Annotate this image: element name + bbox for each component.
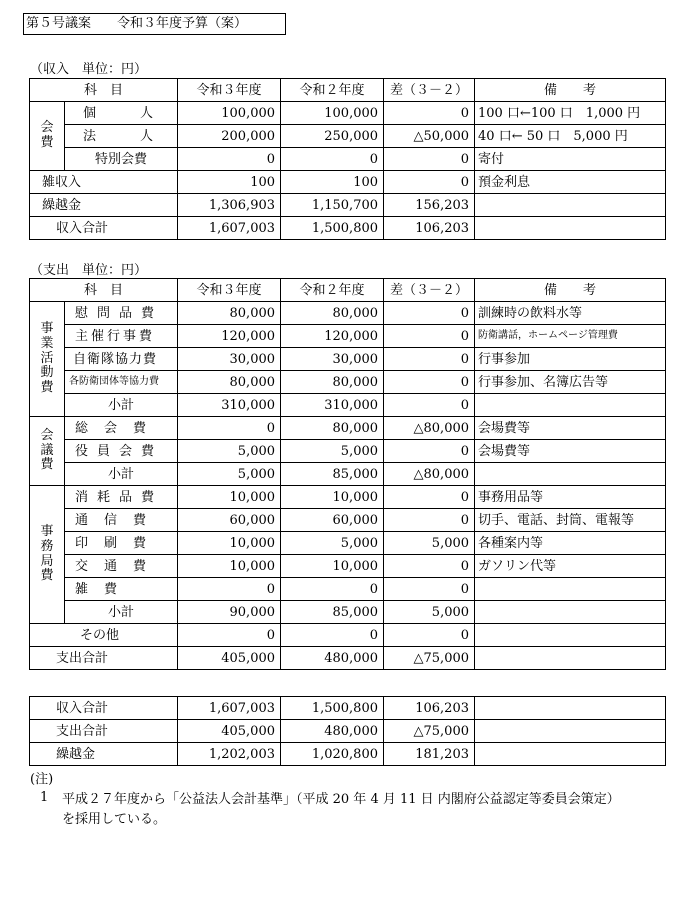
income-table bbox=[29, 78, 666, 240]
value-r3: 1,607,003 bbox=[178, 217, 281, 240]
value-diff: 156,203 bbox=[384, 194, 475, 217]
remarks-cell bbox=[475, 194, 666, 217]
expense-row bbox=[30, 348, 666, 371]
income-row bbox=[30, 148, 666, 171]
note-number: 1 bbox=[40, 790, 49, 805]
subtotal-label: 小計 bbox=[65, 601, 178, 624]
value-r2: 0 bbox=[281, 624, 384, 647]
value-r2: 10,000 bbox=[281, 555, 384, 578]
vertical-char: 務 bbox=[40, 538, 54, 554]
value-r2: 80,000 bbox=[281, 417, 384, 440]
vertical-char: 動 bbox=[40, 365, 54, 381]
item-label: 特別会費 bbox=[65, 148, 178, 171]
vertical-char: 費 bbox=[40, 568, 54, 584]
value-diff: 0 bbox=[384, 325, 475, 348]
value-r3: 120,000 bbox=[178, 325, 281, 348]
header-row bbox=[30, 279, 666, 302]
value-r2: 0 bbox=[281, 148, 384, 171]
value-r3: 100 bbox=[178, 171, 281, 194]
expense-row bbox=[30, 486, 666, 509]
value-r3: 100,000 bbox=[178, 102, 281, 125]
subtotal-row bbox=[30, 601, 666, 624]
value-r2: 1,020,800 bbox=[281, 743, 384, 766]
value-r2: 100,000 bbox=[281, 102, 384, 125]
header-r2: 令和２年度 bbox=[281, 279, 384, 302]
value-r3: 5,000 bbox=[178, 440, 281, 463]
item-label: 役員会費 bbox=[65, 440, 178, 463]
value-diff: 5,000 bbox=[384, 532, 475, 555]
value-diff: 106,203 bbox=[384, 697, 475, 720]
value-diff: 106,203 bbox=[384, 217, 475, 240]
remarks-cell bbox=[475, 217, 666, 240]
value-r2: 1,150,700 bbox=[281, 194, 384, 217]
vertical-char: 費 bbox=[40, 135, 54, 150]
value-r2: 480,000 bbox=[281, 647, 384, 670]
value-r2: 5,000 bbox=[281, 440, 384, 463]
remarks-cell: 会場費等 bbox=[475, 440, 666, 463]
item-label: 雑収入 bbox=[30, 171, 178, 194]
group-label bbox=[30, 302, 65, 417]
header-r2: 令和２年度 bbox=[281, 79, 384, 102]
remarks-cell: 防衛講話，ホームページ管理費 bbox=[475, 325, 666, 348]
subtotal-label: 小計 bbox=[65, 463, 178, 486]
subtotal-label: 小計 bbox=[65, 394, 178, 417]
summary-row bbox=[30, 743, 666, 766]
vertical-char: 議 bbox=[40, 442, 54, 458]
value-diff: 181,203 bbox=[384, 743, 475, 766]
group-label bbox=[30, 417, 65, 486]
value-diff: 0 bbox=[384, 371, 475, 394]
item-label: 交通費 bbox=[65, 555, 178, 578]
income-row bbox=[30, 194, 666, 217]
notes-heading: (注) bbox=[30, 772, 54, 787]
vertical-char: 事 bbox=[40, 523, 54, 539]
header-diff: 差（３－２） bbox=[384, 79, 475, 102]
income-row bbox=[30, 125, 666, 148]
value-diff: 0 bbox=[384, 302, 475, 325]
value-r2: 120,000 bbox=[281, 325, 384, 348]
value-diff: 0 bbox=[384, 148, 475, 171]
other-row bbox=[30, 624, 666, 647]
remarks-cell bbox=[475, 463, 666, 486]
note-text: 平成２７年度から「公益法人会計基準」（平成 20 年 4 月 11 日 内閣府公益認定等委員会策定）を採用している。 bbox=[62, 792, 620, 827]
value-diff: 0 bbox=[384, 394, 475, 417]
value-diff: 0 bbox=[384, 171, 475, 194]
value-r3: 405,000 bbox=[178, 647, 281, 670]
value-r3: 5,000 bbox=[178, 463, 281, 486]
value-diff: 0 bbox=[384, 440, 475, 463]
header-item: 科 目 bbox=[30, 79, 178, 102]
remarks-cell bbox=[475, 743, 666, 766]
item-label: 支出合計 bbox=[30, 647, 178, 670]
value-r2: 1,500,800 bbox=[281, 697, 384, 720]
income-row bbox=[30, 171, 666, 194]
value-r2: 1,500,800 bbox=[281, 217, 384, 240]
value-r3: 310,000 bbox=[178, 394, 281, 417]
income-row bbox=[30, 102, 666, 125]
value-r2: 85,000 bbox=[281, 601, 384, 624]
item-label: 主催行事費 bbox=[65, 325, 178, 348]
item-label: 消耗品費 bbox=[65, 486, 178, 509]
value-r3: 80,000 bbox=[178, 371, 281, 394]
value-r2: 10,000 bbox=[281, 486, 384, 509]
item-label: 法 人 bbox=[65, 125, 178, 148]
remarks-cell bbox=[475, 578, 666, 601]
value-r2: 85,000 bbox=[281, 463, 384, 486]
remarks-cell: 寄付 bbox=[475, 148, 666, 171]
item-label: 繰越金 bbox=[30, 743, 178, 766]
value-diff: 0 bbox=[384, 348, 475, 371]
value-r2: 5,000 bbox=[281, 532, 384, 555]
item-label: 個 人 bbox=[65, 102, 178, 125]
expense-row bbox=[30, 371, 666, 394]
expense-row bbox=[30, 578, 666, 601]
value-diff: 0 bbox=[384, 486, 475, 509]
value-r3: 10,000 bbox=[178, 555, 281, 578]
value-diff: △75,000 bbox=[384, 720, 475, 743]
vertical-char: 会 bbox=[40, 120, 54, 136]
value-diff: △75,000 bbox=[384, 647, 475, 670]
value-diff: 0 bbox=[384, 624, 475, 647]
value-diff: △50,000 bbox=[384, 125, 475, 148]
vertical-char: 事 bbox=[40, 320, 54, 336]
value-r3: 1,202,003 bbox=[178, 743, 281, 766]
header-r3: 令和３年度 bbox=[178, 79, 281, 102]
remarks-cell bbox=[475, 601, 666, 624]
value-r3: 0 bbox=[178, 417, 281, 440]
expense-row bbox=[30, 325, 666, 348]
item-label: 通信費 bbox=[65, 509, 178, 532]
remarks-cell: 切手、電話、封筒、電報等 bbox=[475, 509, 666, 532]
expense-unit-label: （支出 単位：円） bbox=[30, 263, 148, 278]
vertical-char: 活 bbox=[40, 350, 54, 366]
item-label: 収入合計 bbox=[30, 217, 178, 240]
group-label bbox=[30, 486, 65, 624]
vertical-char: 会 bbox=[40, 427, 54, 443]
item-label: 自衛隊協力費 bbox=[65, 348, 178, 371]
total-row bbox=[30, 647, 666, 670]
vertical-char: 局 bbox=[40, 553, 54, 569]
header-item: 科 目 bbox=[30, 279, 178, 302]
item-label: その他 bbox=[30, 624, 178, 647]
value-diff: △80,000 bbox=[384, 417, 475, 440]
value-r3: 0 bbox=[178, 148, 281, 171]
remarks-cell bbox=[475, 394, 666, 417]
summary-row bbox=[30, 697, 666, 720]
value-r2: 0 bbox=[281, 578, 384, 601]
item-label: 各防衛団体等協力費 bbox=[65, 371, 178, 394]
income-row bbox=[30, 217, 666, 240]
header-diff: 差（３－２） bbox=[384, 279, 475, 302]
value-r2: 80,000 bbox=[281, 371, 384, 394]
header-remarks: 備 考 bbox=[475, 79, 666, 102]
header-r3: 令和３年度 bbox=[178, 279, 281, 302]
remarks-cell: 行事参加、名簿広告等 bbox=[475, 371, 666, 394]
value-r2: 480,000 bbox=[281, 720, 384, 743]
value-r2: 100 bbox=[281, 171, 384, 194]
value-r3: 80,000 bbox=[178, 302, 281, 325]
value-r3: 1,306,903 bbox=[178, 194, 281, 217]
value-r2: 250,000 bbox=[281, 125, 384, 148]
remarks-cell: 会場費等 bbox=[475, 417, 666, 440]
vertical-char: 費 bbox=[40, 457, 54, 473]
value-r3: 60,000 bbox=[178, 509, 281, 532]
expense-row bbox=[30, 302, 666, 325]
item-label: 雑費 bbox=[65, 578, 178, 601]
value-r3: 0 bbox=[178, 578, 281, 601]
item-label: 総会費 bbox=[65, 417, 178, 440]
remarks-cell: 事務用品等 bbox=[475, 486, 666, 509]
subtotal-row bbox=[30, 394, 666, 417]
value-r2: 60,000 bbox=[281, 509, 384, 532]
value-diff: 0 bbox=[384, 509, 475, 532]
value-r3: 0 bbox=[178, 624, 281, 647]
value-r3: 90,000 bbox=[178, 601, 281, 624]
value-r3: 200,000 bbox=[178, 125, 281, 148]
income-unit-label: （収入 単位：円） bbox=[30, 62, 148, 77]
header-remarks: 備 考 bbox=[475, 279, 666, 302]
value-diff: 0 bbox=[384, 102, 475, 125]
item-label: 支出合計 bbox=[30, 720, 178, 743]
value-diff: 0 bbox=[384, 555, 475, 578]
remarks-cell: 訓練時の飲料水等 bbox=[475, 302, 666, 325]
item-label: 慰問品費 bbox=[65, 302, 178, 325]
remarks-cell bbox=[475, 647, 666, 670]
expense-row bbox=[30, 555, 666, 578]
expense-row bbox=[30, 532, 666, 555]
remarks-cell: 預金利息 bbox=[475, 171, 666, 194]
summary-table bbox=[29, 696, 666, 766]
remarks-cell: 各種案内等 bbox=[475, 532, 666, 555]
item-label: 印刷費 bbox=[65, 532, 178, 555]
value-diff: △80,000 bbox=[384, 463, 475, 486]
expense-table bbox=[29, 278, 666, 670]
subtotal-row bbox=[30, 463, 666, 486]
vertical-char: 業 bbox=[40, 335, 54, 351]
summary-row bbox=[30, 720, 666, 743]
item-label: 繰越金 bbox=[30, 194, 178, 217]
value-diff: 0 bbox=[384, 578, 475, 601]
value-r3: 10,000 bbox=[178, 532, 281, 555]
value-r2: 80,000 bbox=[281, 302, 384, 325]
value-r2: 30,000 bbox=[281, 348, 384, 371]
header-row bbox=[30, 79, 666, 102]
value-r3: 1,607,003 bbox=[178, 697, 281, 720]
remarks-cell: ガソリン代等 bbox=[475, 555, 666, 578]
vertical-char: 費 bbox=[40, 380, 54, 396]
value-r3: 10,000 bbox=[178, 486, 281, 509]
remarks-cell bbox=[475, 720, 666, 743]
expense-row bbox=[30, 417, 666, 440]
remarks-cell bbox=[475, 697, 666, 720]
item-label: 収入合計 bbox=[30, 697, 178, 720]
remarks-cell: 40 口← 50 口 5,000 円 bbox=[475, 125, 666, 148]
value-r3: 30,000 bbox=[178, 348, 281, 371]
expense-row bbox=[30, 440, 666, 463]
document-title: 第５号議案 令和３年度予算（案） bbox=[23, 13, 286, 35]
remarks-cell: 100 口←100 口 1,000 円 bbox=[475, 102, 666, 125]
group-label-kaihi bbox=[30, 102, 65, 171]
value-diff: 5,000 bbox=[384, 601, 475, 624]
remarks-cell: 行事参加 bbox=[475, 348, 666, 371]
value-r3: 405,000 bbox=[178, 720, 281, 743]
remarks-cell bbox=[475, 624, 666, 647]
expense-row bbox=[30, 509, 666, 532]
value-r2: 310,000 bbox=[281, 394, 384, 417]
